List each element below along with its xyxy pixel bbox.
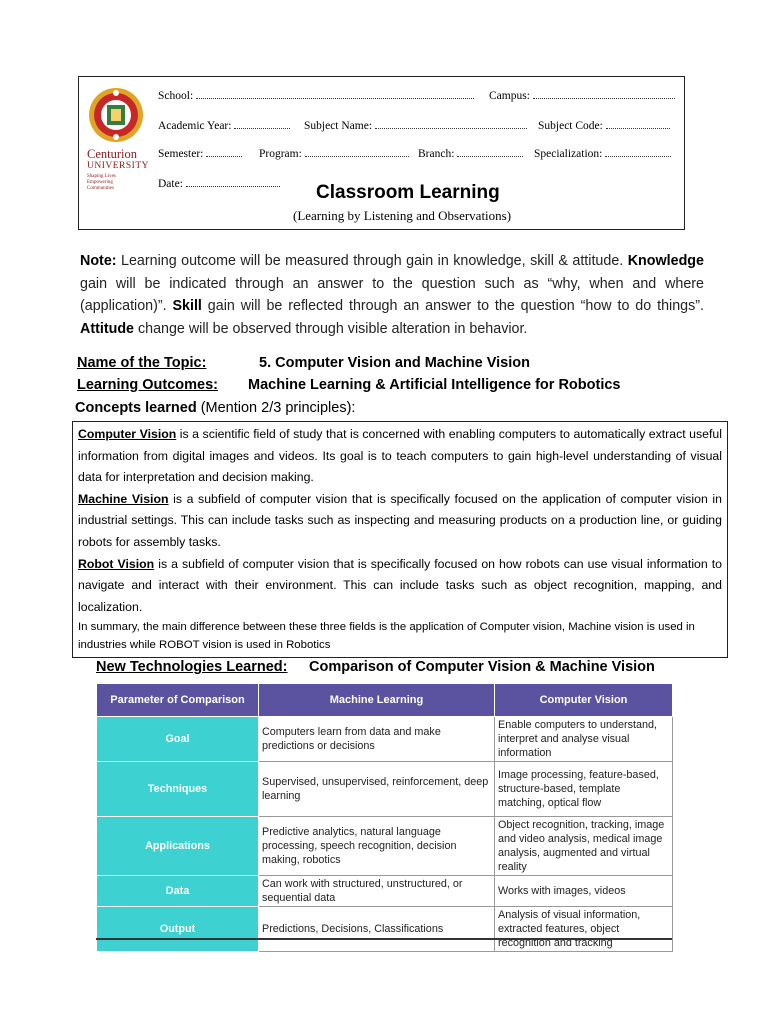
parameter-cell: Data: [97, 876, 259, 907]
concept-robot-vision: [78, 554, 722, 619]
topic-value: 5. Computer Vision and Machine Vision: [259, 355, 530, 371]
date-label: Date:: [158, 178, 183, 190]
note-paragraph: [80, 250, 704, 340]
academic-year-field[interactable]: [158, 120, 290, 132]
academic-year-line: [234, 120, 290, 129]
program-field[interactable]: [259, 148, 409, 160]
new-tech-value: Comparison of Computer Vision & Machine Vision: [309, 659, 655, 675]
column-header: Computer Vision: [495, 684, 673, 717]
semester-field[interactable]: [158, 148, 242, 160]
text-computer-vision: is a scientific field of study that is concerned with enabling computers to automatically extract useful information from digital images and videos. Its goal is to teach computers to gain high-level understanding of visual data for interpretation and decision making.: [78, 427, 722, 485]
note-lead: Note:: [80, 253, 117, 269]
branch-field[interactable]: [418, 148, 523, 160]
table-row: [97, 817, 673, 876]
school-line: [196, 90, 474, 99]
semester-line: [206, 148, 242, 157]
concepts-box: [72, 421, 728, 658]
subject-name-field[interactable]: [304, 120, 527, 132]
table-cell: Predictive analytics, natural language processing, speech recognition, decision making, robotics: [259, 817, 495, 876]
subject-code-line: [606, 120, 670, 129]
branch-label: Branch:: [418, 148, 455, 160]
concepts-label: Concepts learned: [75, 400, 197, 416]
new-tech-label: New Technologies Learned:: [96, 659, 288, 675]
note-attitude: Attitude: [80, 320, 134, 337]
program-line: [305, 148, 409, 157]
header-form: [78, 76, 685, 230]
table-row: [97, 717, 673, 762]
parameter-cell: Output: [97, 907, 259, 952]
table-row: [97, 762, 673, 817]
parameter-cell: Goal: [97, 717, 259, 762]
concepts-heading: [75, 400, 355, 416]
subject-code-label: Subject Code:: [538, 120, 603, 132]
parameter-cell: Techniques: [97, 762, 259, 817]
specialization-label: Specialization:: [534, 148, 603, 160]
school-label: School:: [158, 90, 194, 102]
school-field[interactable]: [158, 90, 474, 102]
table-cell: Object recognition, tracking, image and video analysis, medical image analysis, augmented and virtual reality: [495, 817, 673, 876]
university-logo: [85, 85, 147, 215]
topic-label: Name of the Topic:: [77, 355, 207, 371]
text-robot-vision: is a subfield of computer vision that is specifically focused on how robots can use visual information to navigate and interact with their environment. This can include tasks such as object recognition, mapping, and localization.: [78, 556, 722, 614]
page-title: Classroom Learning: [316, 182, 500, 203]
concept-computer-vision: [78, 424, 722, 489]
table-cell: Enable computers to understand, interpret and analyse visual information: [495, 717, 673, 762]
comparison-table: [96, 683, 673, 952]
table-cell: Image processing, feature-based, structure-based, template matching, optical flow: [495, 762, 673, 817]
note-knowledge: Knowledge: [627, 253, 704, 269]
table-cell: Computers learn from data and make predictions or decisions: [259, 717, 495, 762]
table-cell: Analysis of visual information, extracted features, object recognition and tracking: [495, 907, 673, 952]
university-tagline: Shaping Lives Empowering Communities: [87, 174, 116, 191]
semester-label: Semester:: [158, 148, 204, 160]
outcomes-label: Learning Outcomes:: [77, 377, 218, 393]
subject-name-line: [375, 120, 527, 129]
branch-line: [457, 148, 523, 157]
table-bottom-rule: [96, 938, 672, 940]
campus-field[interactable]: [489, 90, 675, 102]
text-machine-vision: is a subfield of computer vision that is specifically focused on the application of computer vision in industrial settings. This can include tasks such as inspecting and measuring products on a production line, or guiding robots for assembly tasks.: [78, 491, 722, 549]
column-header: Parameter of Comparison: [97, 684, 259, 717]
note-text-4: change will be observed through visible alteration in behavior.: [134, 320, 528, 337]
concept-machine-vision: [78, 489, 722, 554]
table-cell: Can work with structured, unstructured, or sequential data: [259, 876, 495, 907]
table-row: [97, 876, 673, 907]
term-computer-vision: Computer Vision: [78, 427, 177, 441]
university-sub: UNIVERSITY: [87, 161, 149, 171]
specialization-field[interactable]: [534, 148, 671, 160]
campus-line: [533, 90, 675, 99]
table-header-row: [97, 684, 673, 717]
date-line: [186, 178, 280, 187]
term-robot-vision: Robot Vision: [78, 556, 155, 571]
table-row: [97, 907, 673, 952]
note-skill: Skill: [172, 298, 202, 314]
column-header: Machine Learning: [259, 684, 495, 717]
subject-name-label: Subject Name:: [304, 120, 373, 132]
program-label: Program:: [259, 148, 302, 160]
specialization-line: [605, 148, 671, 157]
outcomes-value: Machine Learning & Artificial Intelligence for Robotics: [248, 377, 621, 393]
table-cell: Supervised, unsupervised, reinforcement, deep learning: [259, 762, 495, 817]
table-cell: Works with images, videos: [495, 876, 673, 907]
parameter-cell: Applications: [97, 817, 259, 876]
note-text-3: gain will be reflected through an answer to the question “how to do things”.: [201, 298, 704, 314]
subject-code-field[interactable]: [538, 120, 670, 132]
concept-summary: In summary, the main difference between these three fields is the application of Computer vision, Machine vision is used in industries while ROBOT vision is used in Robotics: [78, 621, 695, 652]
date-field[interactable]: [158, 178, 280, 190]
page-subtitle: (Learning by Listening and Observations): [293, 208, 512, 223]
university-name: Centurion: [87, 147, 137, 161]
table-cell: Predictions, Decisions, Classifications: [259, 907, 495, 952]
academic-year-label: Academic Year:: [158, 120, 232, 132]
term-machine-vision: Machine Vision: [78, 491, 169, 506]
campus-label: Campus:: [489, 90, 530, 102]
note-text-1: Learning outcome will be measured through gain in knowledge, skill & attitude.: [116, 253, 628, 269]
concepts-hint: (Mention 2/3 principles):: [200, 400, 356, 416]
note-text-2: gain will be indicated through an answer to the question such as “why, when and where (application)”.: [80, 275, 704, 314]
